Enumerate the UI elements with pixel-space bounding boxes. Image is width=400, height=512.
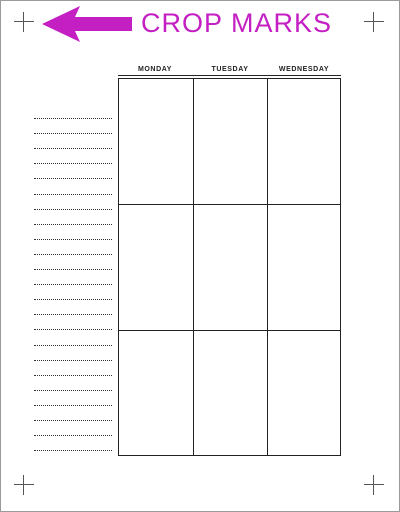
note-line[interactable] [34,149,112,164]
note-line[interactable] [34,240,112,255]
note-line[interactable] [34,285,112,300]
note-line[interactable] [34,361,112,376]
note-line[interactable] [34,210,112,225]
grid-divider [193,78,194,456]
crop-mark-icon [364,12,384,32]
grid-divider [267,78,268,456]
day-header-monday: MONDAY [137,66,173,73]
crop-mark-icon [364,475,384,495]
note-line[interactable] [34,179,112,194]
note-line[interactable] [34,300,112,315]
week-grid [118,78,341,456]
header-underline [118,75,341,76]
crop-marks-label: CROP MARKS [141,8,333,38]
note-line[interactable] [34,225,112,240]
note-line[interactable] [34,421,112,436]
grid-divider [118,204,341,205]
crop-mark-icon [14,475,34,495]
day-header-tuesday: TUESDAY [211,66,249,73]
notes-lines [34,104,112,451]
note-line[interactable] [34,330,112,345]
note-line[interactable] [34,436,112,451]
grid-divider [118,330,341,331]
note-line[interactable] [34,195,112,210]
note-line[interactable] [34,315,112,330]
note-line[interactable] [34,134,112,149]
day-header-wednesday: WEDNESDAY [278,66,330,73]
note-line[interactable] [34,270,112,285]
note-line[interactable] [34,255,112,270]
note-line[interactable] [34,119,112,134]
crop-mark-icon [14,12,34,32]
note-line[interactable] [34,406,112,421]
note-line[interactable] [34,376,112,391]
note-line[interactable] [34,391,112,406]
note-line[interactable] [34,164,112,179]
note-line[interactable] [34,104,112,119]
arrow-left-icon [42,6,132,42]
note-line[interactable] [34,346,112,361]
